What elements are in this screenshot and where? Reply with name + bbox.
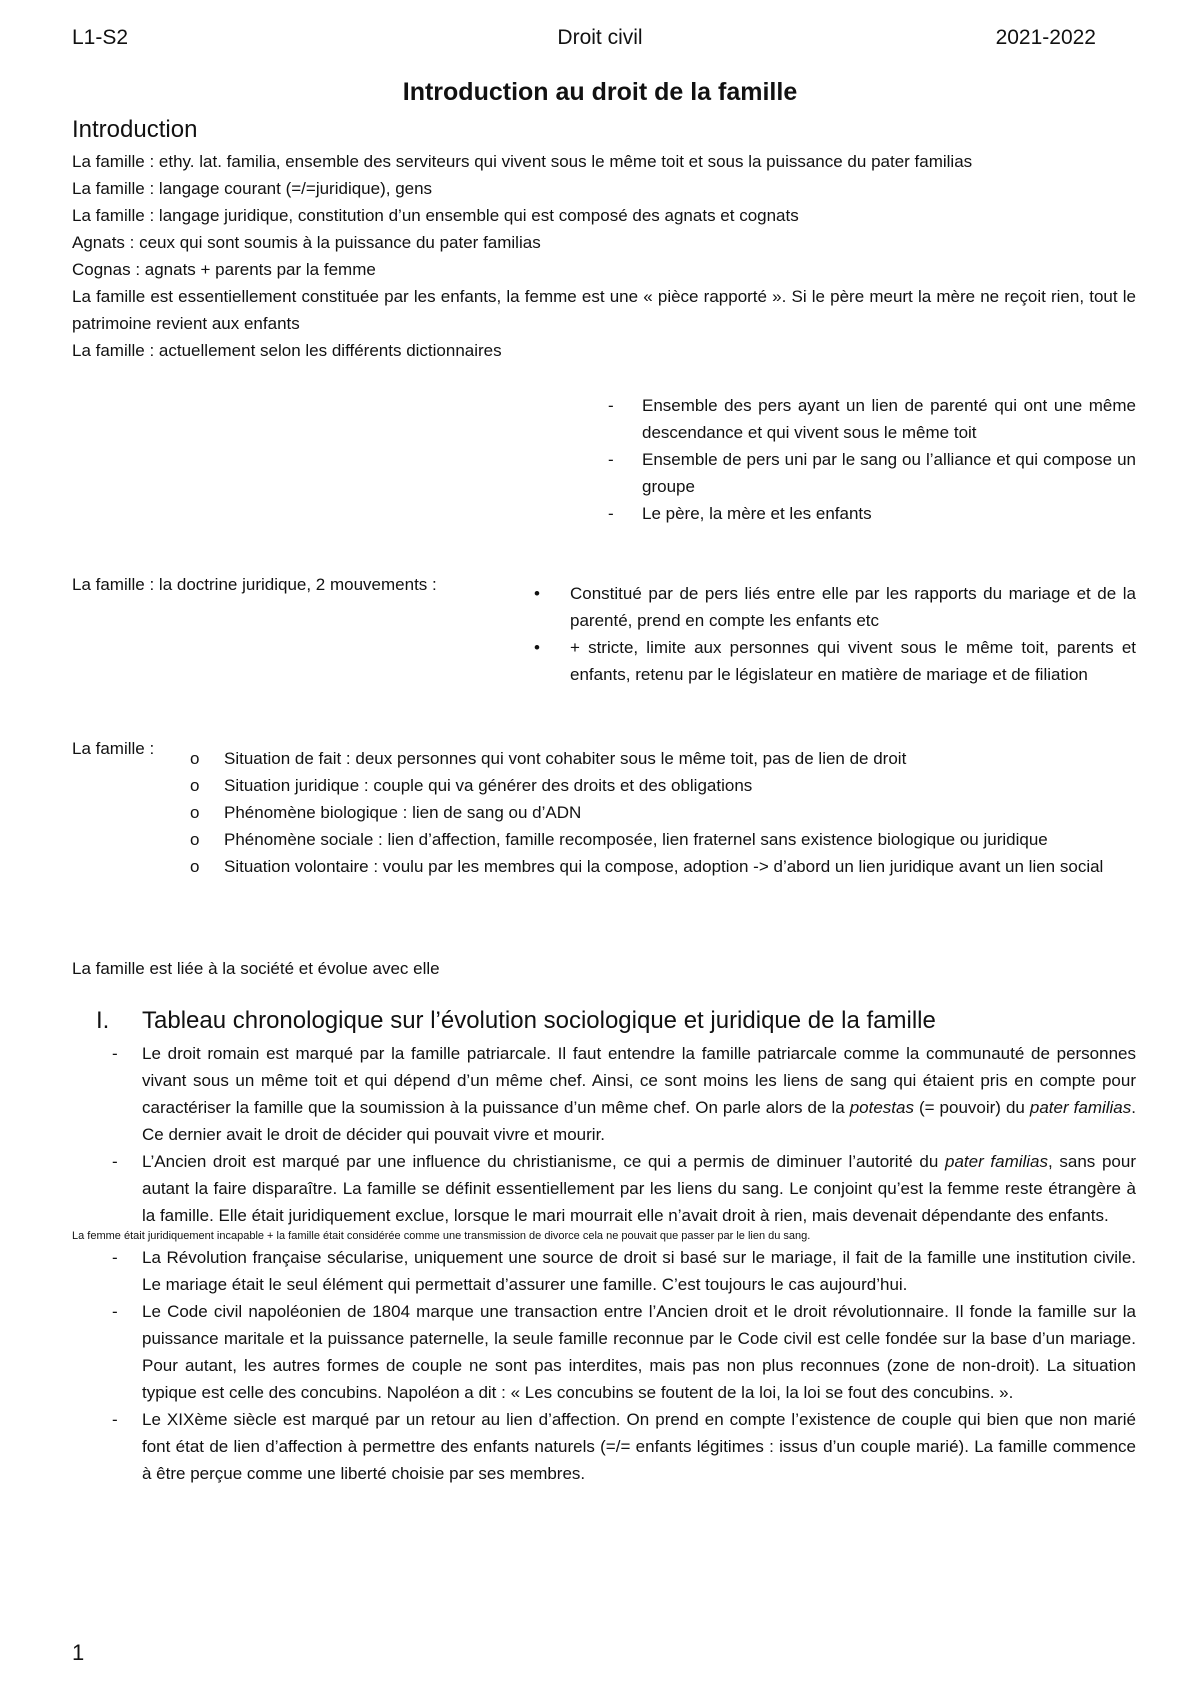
intro-line: La famille : langage juridique, constitution d’un ensemble qui est composé des agnats et cognats: [72, 206, 799, 225]
dictionary-definitions-list: [608, 392, 1136, 527]
section-1-list: [112, 1040, 1136, 1229]
famille-situations-list: [190, 745, 1136, 880]
circle-marker: o: [190, 803, 200, 822]
bullet-marker: •: [534, 584, 540, 603]
intro-line: Agnats : ceux qui sont soumis à la puissance du pater familias: [72, 233, 541, 252]
header-subject: Droit civil: [557, 26, 643, 49]
doctrine-line: La famille : la doctrine juridique, 2 mouvements :: [72, 575, 437, 594]
list-item: - Le droit romain est marqué par la famille patriarcale. Il faut entendre la famille patriarcale comme la communauté de personnes vivant sous un même toit et qui dépend d’un même chef. Ainsi, ce sont moins les liens de sang qui étaient pris en compte pour caractériser la famille que la soumission à la puissance d’un même chef. On parle alors de la potestas (= pouvoir) du pater familias. Ce dernier avait le droit de décider qui pouvait vivre et mourir.: [142, 1040, 1136, 1148]
list-item: - Ensemble de pers uni par le sang ou l’alliance et qui compose un groupe: [642, 446, 1136, 500]
intro-line: La famille : ethy. lat. familia, ensemble des serviteurs qui vivent sous le même toit et sous la puissance du pater familias: [72, 152, 973, 171]
bullet-marker: •: [534, 638, 540, 657]
section-title: Tableau chronologique sur l’évolution sociologique et juridique de la famille: [142, 1007, 936, 1034]
list-item: o Phénomène biologique : lien de sang ou d’ADN: [224, 799, 1136, 826]
list-item: - Ensemble des pers ayant un lien de parenté qui ont une même descendance et qui vivent sous le même toit: [642, 392, 1136, 446]
page-number: 1: [72, 1640, 85, 1665]
intro-heading: Introduction: [72, 116, 198, 143]
header-year: 2021-2022: [995, 26, 1096, 49]
dash-marker: -: [112, 1410, 118, 1429]
list-item: o Phénomène sociale : lien d’affection, famille recomposée, lien fraternel sans existence biologique ou juridique: [224, 826, 1136, 853]
dash-marker: -: [112, 1302, 118, 1321]
section-1-heading: [96, 1004, 1136, 1038]
list-item: - L’Ancien droit est marqué par une influence du christianisme, ce qui a permis de diminuer l’autorité du pater familias, sans pour autant la faire disparaître. La famille se définit essentiellement par les liens du sang. Le conjoint qu’est la femme reste étrangère à la famille. Elle était juridiquement exclue, lorsque le mari mourrait elle n’avait droit à rien, mais devenait dépendante des enfants.: [142, 1148, 1136, 1229]
intro-line: La famille est essentiellement constituée par les enfants, la femme est une « pièce rapporté ». Si le père meurt la mère ne reçoit rien, tout le patrimoine revient aux enfants: [72, 287, 1136, 333]
section-1-body: [72, 1040, 1136, 1487]
dash-marker: -: [112, 1152, 118, 1171]
list-item: - Le Code civil napoléonien de 1804 marque une transaction entre l’Ancien droit et le droit révolutionnaire. Il fonde la famille sur la puissance maritale et la puissance paternelle, la seule famille reconnue par le Code civil est celle fondée sur la base d’un mariage. Pour autant, les autres formes de couple ne sont pas interdites, mais pas non plus reconnues (zone de non-droit). La situation typique est celle des concubins. Napoléon a dit : « Les concubins se foutent de la loi, la loi se fout des concubins. ».: [142, 1298, 1136, 1406]
list-item: - Le père, la mère et les enfants: [642, 500, 1136, 527]
list-item: • Constitué par de pers liés entre elle par les rapports du mariage et de la parenté, prend en compte les enfants etc: [570, 580, 1136, 634]
section-1-list-continued: [112, 1244, 1136, 1487]
list-item: • + stricte, limite aux personnes qui vivent sous le même toit, parents et enfants, retenu par le législateur en matière de mariage et de filiation: [570, 634, 1136, 688]
intro-line: La famille : actuellement selon les différents dictionnaires: [72, 341, 502, 360]
section-number: I.: [96, 1007, 110, 1034]
dash-marker: -: [608, 450, 614, 469]
list-item: - Le XIXème siècle est marqué par un retour au lien d’affection. On prend en compte l’existence de couple qui bien que non marié font état de lien d’affection à permettre des enfants naturels (=/= enfants légitimes : issus d’un couple marié). La famille commence à être perçue comme une liberté choisie par ses membres.: [142, 1406, 1136, 1487]
document-title: Introduction au droit de la famille: [402, 78, 798, 106]
dash-marker: -: [112, 1248, 118, 1267]
doctrine-movements-list: [534, 580, 1136, 688]
small-note: La femme était juridiquement incapable + la famille était considérée comme une transmission de divorce cela ne pouvait que passer par le lien du sang.: [72, 1230, 811, 1242]
intro-line: La famille : langage courant (=/=juridique), gens: [72, 179, 433, 198]
intro-line: Cognas : agnats + parents par la femme: [72, 260, 376, 279]
dash-marker: -: [112, 1044, 118, 1063]
list-item: o Situation volontaire : voulu par les membres qui la compose, adoption -> d’abord un lien juridique avant un lien social: [224, 853, 1136, 880]
circle-marker: o: [190, 830, 200, 849]
header-course: L1-S2: [72, 26, 129, 49]
conclusion-line: La famille est liée à la société et évolue avec elle: [72, 959, 440, 978]
dash-marker: -: [608, 504, 614, 523]
famille-line: La famille :: [72, 739, 155, 758]
circle-marker: o: [190, 857, 200, 876]
circle-marker: o: [190, 776, 200, 795]
list-item: o Situation juridique : couple qui va générer des droits et des obligations: [224, 772, 1136, 799]
list-item: - La Révolution française sécularise, uniquement une source de droit si basé sur le mariage, il fait de la famille une institution civile. Le mariage était le seul élément qui permettait d’assurer une famille. C’est toujours le cas aujourd’hui.: [142, 1244, 1136, 1298]
list-item: o Situation de fait : deux personnes qui vont cohabiter sous le même toit, pas de lien de droit: [224, 745, 1136, 772]
circle-marker: o: [190, 749, 200, 768]
dash-marker: -: [608, 396, 614, 415]
intro-paragraphs: [72, 148, 1136, 364]
